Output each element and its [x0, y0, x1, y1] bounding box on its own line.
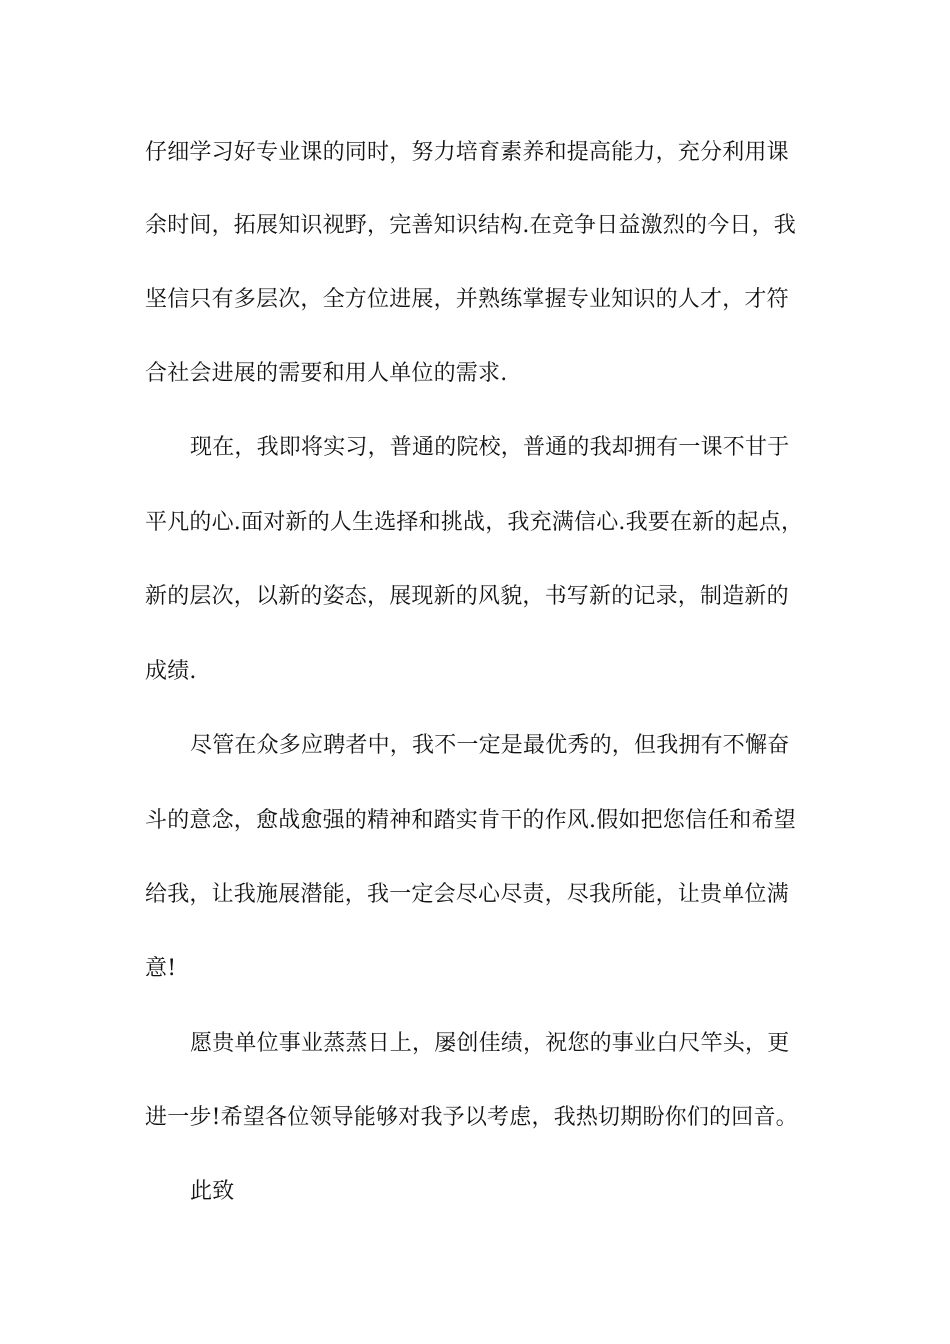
- text-line: 尽管在众多应聘者中，我不一定是最优秀的，但我拥有不懈奋: [190, 733, 790, 758]
- text-line: 坚信只有多层次，全方位进展，并熟练掌握专业知识的人才，才符: [145, 287, 789, 312]
- text-line: 斗的意念，愈战愈强的精神和踏实肯干的作风.假如把您信任和希望: [145, 808, 796, 833]
- text-line: 愿贵单位事业蒸蒸日上，屡创佳绩，祝您的事业白尺竿头，更: [190, 1031, 790, 1056]
- text-line: 此致: [190, 1179, 235, 1204]
- text-line: 平凡的心.面对新的人生选择和挑战，我充满信心.我要在新的起点，: [145, 510, 804, 535]
- text-line: 仔细学习好专业课的同时，努力培育素养和提高能力，充分利用课: [145, 140, 789, 165]
- text-line: 成绩.: [145, 659, 197, 684]
- text-line: 给我，让我施展潜能，我一定会尽心尽责，尽我所能，让贵单位满: [145, 882, 789, 907]
- text-line: 新的层次，以新的姿态，展现新的风貌，书写新的记录，制造新的: [145, 584, 789, 609]
- text-line: 余时间，拓展知识视野，完善知识结构.在竞争日益激烈的今日，我: [145, 213, 796, 238]
- text-line: 进一步!希望各位领导能够对我予以考虑，我热切期盼你们的回音。: [145, 1105, 798, 1130]
- text-line: 合社会进展的需要和用人单位的需求.: [145, 361, 508, 386]
- text-line: 现在，我即将实习，普通的院校，普通的我却拥有一课不甘于: [190, 435, 790, 460]
- text-line: 意!: [145, 956, 177, 981]
